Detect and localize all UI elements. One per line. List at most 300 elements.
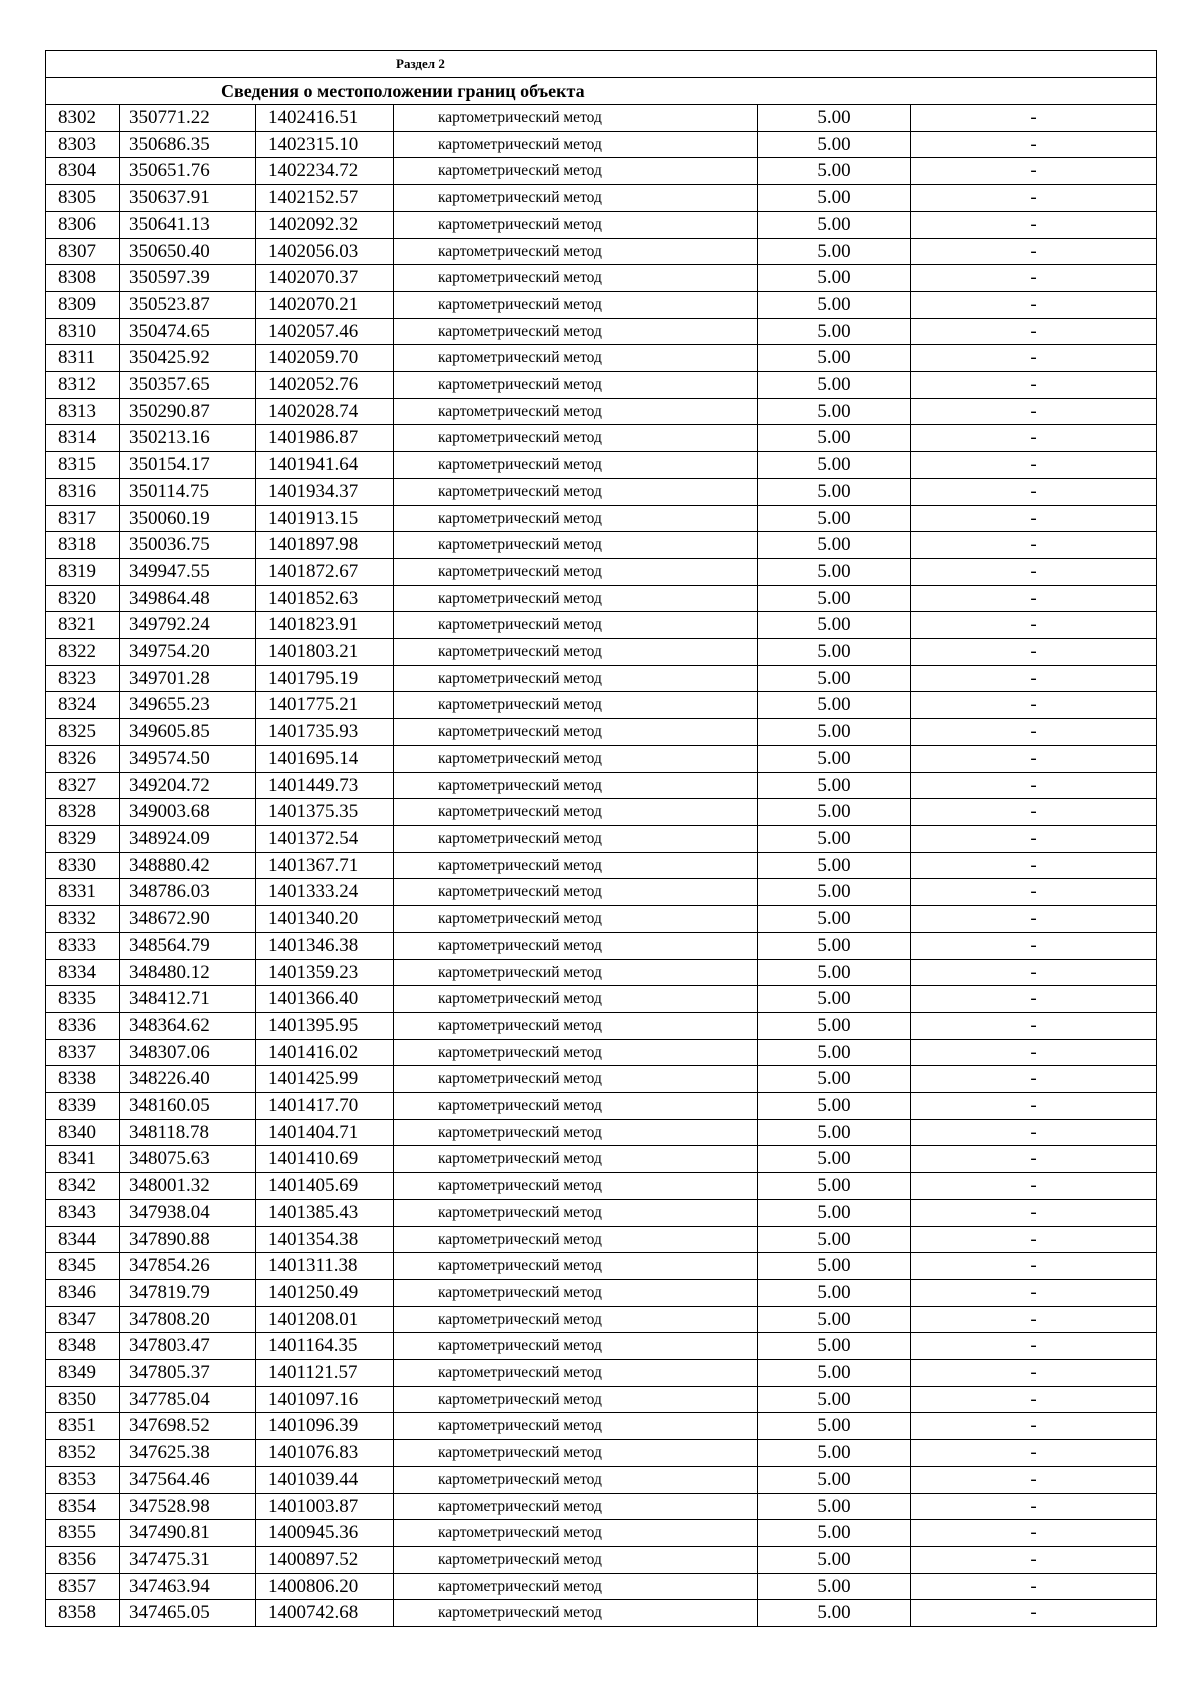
x-coordinate-cell: 350036.75: [120, 532, 256, 559]
point-number-cell: 8325: [46, 719, 120, 746]
note-cell: -: [911, 158, 1157, 185]
table-row: [46, 265, 1157, 292]
method-cell: картометрический метод: [394, 1493, 758, 1520]
table-row: [46, 345, 1157, 372]
point-number-cell: 8315: [46, 452, 120, 479]
method-cell: картометрический метод: [394, 291, 758, 318]
y-coordinate-cell: 1401405.69: [256, 1173, 394, 1200]
accuracy-cell: 5.00: [758, 478, 911, 505]
x-coordinate-cell: 348924.09: [120, 825, 256, 852]
x-coordinate-cell: 347938.04: [120, 1199, 256, 1226]
note-cell: -: [911, 131, 1157, 158]
accuracy-cell: 5.00: [758, 238, 911, 265]
x-coordinate-cell: 349655.23: [120, 692, 256, 719]
x-coordinate-cell: 347490.81: [120, 1520, 256, 1547]
point-number-cell: 8310: [46, 318, 120, 345]
point-number-cell: 8318: [46, 532, 120, 559]
note-cell: -: [911, 558, 1157, 585]
point-number-cell: 8329: [46, 825, 120, 852]
accuracy-cell: 5.00: [758, 1600, 911, 1627]
note-cell: -: [911, 318, 1157, 345]
method-cell: картометрический метод: [394, 585, 758, 612]
method-cell: картометрический метод: [394, 1520, 758, 1547]
table-row: [46, 1039, 1157, 1066]
y-coordinate-cell: 1402057.46: [256, 318, 394, 345]
y-coordinate-cell: 1401852.63: [256, 585, 394, 612]
note-cell: -: [911, 1466, 1157, 1493]
accuracy-cell: 5.00: [758, 639, 911, 666]
method-cell: картометрический метод: [394, 1226, 758, 1253]
accuracy-cell: 5.00: [758, 1360, 911, 1387]
x-coordinate-cell: 350425.92: [120, 345, 256, 372]
x-coordinate-cell: 349864.48: [120, 585, 256, 612]
accuracy-cell: 5.00: [758, 665, 911, 692]
note-cell: -: [911, 1066, 1157, 1093]
note-cell: -: [911, 372, 1157, 399]
table-row: [46, 1466, 1157, 1493]
y-coordinate-cell: 1401404.71: [256, 1119, 394, 1146]
y-coordinate-cell: 1401775.21: [256, 692, 394, 719]
x-coordinate-cell: 347463.94: [120, 1573, 256, 1600]
x-coordinate-cell: 347890.88: [120, 1226, 256, 1253]
table-row: [46, 1333, 1157, 1360]
note-cell: -: [911, 238, 1157, 265]
x-coordinate-cell: 347803.47: [120, 1333, 256, 1360]
point-number-cell: 8322: [46, 639, 120, 666]
note-cell: -: [911, 799, 1157, 826]
table-row: [46, 1146, 1157, 1173]
point-number-cell: 8337: [46, 1039, 120, 1066]
table-row: [46, 1253, 1157, 1280]
note-cell: -: [911, 478, 1157, 505]
method-cell: картометрический метод: [394, 665, 758, 692]
accuracy-cell: 5.00: [758, 1279, 911, 1306]
note-cell: -: [911, 692, 1157, 719]
point-number-cell: 8335: [46, 986, 120, 1013]
accuracy-cell: 5.00: [758, 505, 911, 532]
x-coordinate-cell: 350686.35: [120, 131, 256, 158]
point-number-cell: 8351: [46, 1413, 120, 1440]
y-coordinate-cell: 1401425.99: [256, 1066, 394, 1093]
point-number-cell: 8349: [46, 1360, 120, 1387]
x-coordinate-cell: 348564.79: [120, 932, 256, 959]
point-number-cell: 8330: [46, 852, 120, 879]
note-cell: -: [911, 1386, 1157, 1413]
point-number-cell: 8355: [46, 1520, 120, 1547]
note-cell: -: [911, 1012, 1157, 1039]
y-coordinate-cell: 1401417.70: [256, 1093, 394, 1120]
table-row: [46, 1226, 1157, 1253]
y-coordinate-cell: 1402070.21: [256, 291, 394, 318]
x-coordinate-cell: 348075.63: [120, 1146, 256, 1173]
accuracy-cell: 5.00: [758, 532, 911, 559]
x-coordinate-cell: 349574.50: [120, 745, 256, 772]
method-cell: картометрический метод: [394, 639, 758, 666]
method-cell: картометрический метод: [394, 1333, 758, 1360]
table-row: [46, 1493, 1157, 1520]
point-number-cell: 8320: [46, 585, 120, 612]
y-coordinate-cell: 1402152.57: [256, 185, 394, 212]
accuracy-cell: 5.00: [758, 1573, 911, 1600]
y-coordinate-cell: 1401346.38: [256, 932, 394, 959]
x-coordinate-cell: 350290.87: [120, 398, 256, 425]
point-number-cell: 8327: [46, 772, 120, 799]
accuracy-cell: 5.00: [758, 425, 911, 452]
note-cell: -: [911, 505, 1157, 532]
point-number-cell: 8344: [46, 1226, 120, 1253]
point-number-cell: 8343: [46, 1199, 120, 1226]
y-coordinate-cell: 1402059.70: [256, 345, 394, 372]
method-cell: картометрический метод: [394, 612, 758, 639]
method-cell: картометрический метод: [394, 318, 758, 345]
point-number-cell: 8341: [46, 1146, 120, 1173]
table-row: [46, 799, 1157, 826]
table-row: [46, 211, 1157, 238]
accuracy-cell: 5.00: [758, 825, 911, 852]
note-cell: -: [911, 185, 1157, 212]
table-row: [46, 185, 1157, 212]
table-title: Сведения о местоположении границ объекта: [46, 78, 1157, 105]
x-coordinate-cell: 349947.55: [120, 558, 256, 585]
table-row: [46, 1279, 1157, 1306]
x-coordinate-cell: 347854.26: [120, 1253, 256, 1280]
accuracy-cell: 5.00: [758, 879, 911, 906]
method-cell: картометрический метод: [394, 532, 758, 559]
point-number-cell: 8331: [46, 879, 120, 906]
y-coordinate-cell: 1402315.10: [256, 131, 394, 158]
y-coordinate-cell: 1401385.43: [256, 1199, 394, 1226]
table-row: [46, 1306, 1157, 1333]
method-cell: картометрический метод: [394, 265, 758, 292]
table-row: [46, 131, 1157, 158]
table-row: [46, 665, 1157, 692]
method-cell: картометрический метод: [394, 906, 758, 933]
x-coordinate-cell: 347785.04: [120, 1386, 256, 1413]
method-cell: картометрический метод: [394, 1066, 758, 1093]
point-number-cell: 8323: [46, 665, 120, 692]
x-coordinate-cell: 350637.91: [120, 185, 256, 212]
x-coordinate-cell: 348412.71: [120, 986, 256, 1013]
y-coordinate-cell: 1401250.49: [256, 1279, 394, 1306]
y-coordinate-cell: 1401097.16: [256, 1386, 394, 1413]
note-cell: -: [911, 612, 1157, 639]
y-coordinate-cell: 1401416.02: [256, 1039, 394, 1066]
table-row: [46, 932, 1157, 959]
accuracy-cell: 5.00: [758, 1386, 911, 1413]
note-cell: -: [911, 906, 1157, 933]
accuracy-cell: 5.00: [758, 1039, 911, 1066]
method-cell: картометрический метод: [394, 238, 758, 265]
accuracy-cell: 5.00: [758, 1440, 911, 1467]
x-coordinate-cell: 348880.42: [120, 852, 256, 879]
point-number-cell: 8326: [46, 745, 120, 772]
note-cell: -: [911, 1039, 1157, 1066]
y-coordinate-cell: 1401208.01: [256, 1306, 394, 1333]
method-cell: картометрический метод: [394, 372, 758, 399]
method-cell: картометрический метод: [394, 1146, 758, 1173]
x-coordinate-cell: 348001.32: [120, 1173, 256, 1200]
note-cell: -: [911, 879, 1157, 906]
method-cell: картометрический метод: [394, 1413, 758, 1440]
point-number-cell: 8342: [46, 1173, 120, 1200]
table-row: [46, 425, 1157, 452]
accuracy-cell: 5.00: [758, 986, 911, 1013]
y-coordinate-cell: 1401164.35: [256, 1333, 394, 1360]
table-row: [46, 452, 1157, 479]
x-coordinate-cell: 348480.12: [120, 959, 256, 986]
x-coordinate-cell: 348786.03: [120, 879, 256, 906]
note-cell: -: [911, 1333, 1157, 1360]
point-number-cell: 8352: [46, 1440, 120, 1467]
title-row: [46, 78, 1157, 105]
table-row: [46, 1440, 1157, 1467]
note-cell: -: [911, 1279, 1157, 1306]
accuracy-cell: 5.00: [758, 318, 911, 345]
table-row: [46, 1093, 1157, 1120]
table-row: [46, 639, 1157, 666]
accuracy-cell: 5.00: [758, 1333, 911, 1360]
point-number-cell: 8312: [46, 372, 120, 399]
note-cell: -: [911, 772, 1157, 799]
note-cell: -: [911, 452, 1157, 479]
table-row: [46, 291, 1157, 318]
table-row: [46, 959, 1157, 986]
x-coordinate-cell: 350357.65: [120, 372, 256, 399]
y-coordinate-cell: 1401695.14: [256, 745, 394, 772]
table-row: [46, 558, 1157, 585]
table-row: [46, 238, 1157, 265]
y-coordinate-cell: 1401897.98: [256, 532, 394, 559]
method-cell: картометрический метод: [394, 1012, 758, 1039]
accuracy-cell: 5.00: [758, 185, 911, 212]
accuracy-cell: 5.00: [758, 105, 911, 132]
x-coordinate-cell: 347564.46: [120, 1466, 256, 1493]
point-number-cell: 8305: [46, 185, 120, 212]
accuracy-cell: 5.00: [758, 932, 911, 959]
method-cell: картометрический метод: [394, 1386, 758, 1413]
y-coordinate-cell: 1401039.44: [256, 1466, 394, 1493]
method-cell: картометрический метод: [394, 825, 758, 852]
table-row: [46, 318, 1157, 345]
x-coordinate-cell: 349792.24: [120, 612, 256, 639]
table-row: [46, 585, 1157, 612]
table-row: [46, 1573, 1157, 1600]
x-coordinate-cell: 348118.78: [120, 1119, 256, 1146]
table-row: [46, 825, 1157, 852]
accuracy-cell: 5.00: [758, 398, 911, 425]
method-cell: картометрический метод: [394, 692, 758, 719]
y-coordinate-cell: 1401121.57: [256, 1360, 394, 1387]
table-row: [46, 1173, 1157, 1200]
method-cell: картометрический метод: [394, 158, 758, 185]
point-number-cell: 8313: [46, 398, 120, 425]
x-coordinate-cell: 348672.90: [120, 906, 256, 933]
note-cell: -: [911, 265, 1157, 292]
note-cell: -: [911, 211, 1157, 238]
table-row: [46, 398, 1157, 425]
x-coordinate-cell: 347528.98: [120, 1493, 256, 1520]
table-row: [46, 105, 1157, 132]
table-row: [46, 612, 1157, 639]
y-coordinate-cell: 1402052.76: [256, 372, 394, 399]
point-number-cell: 8311: [46, 345, 120, 372]
accuracy-cell: 5.00: [758, 772, 911, 799]
y-coordinate-cell: 1402056.03: [256, 238, 394, 265]
note-cell: -: [911, 1253, 1157, 1280]
x-coordinate-cell: 350213.16: [120, 425, 256, 452]
table-row: [46, 158, 1157, 185]
y-coordinate-cell: 1401872.67: [256, 558, 394, 585]
accuracy-cell: 5.00: [758, 372, 911, 399]
method-cell: картометрический метод: [394, 852, 758, 879]
method-cell: картометрический метод: [394, 1119, 758, 1146]
point-number-cell: 8308: [46, 265, 120, 292]
accuracy-cell: 5.00: [758, 211, 911, 238]
method-cell: картометрический метод: [394, 1546, 758, 1573]
point-number-cell: 8324: [46, 692, 120, 719]
y-coordinate-cell: 1401803.21: [256, 639, 394, 666]
point-number-cell: 8317: [46, 505, 120, 532]
y-coordinate-cell: 1402416.51: [256, 105, 394, 132]
note-cell: -: [911, 345, 1157, 372]
method-cell: картометрический метод: [394, 879, 758, 906]
note-cell: -: [911, 1199, 1157, 1226]
accuracy-cell: 5.00: [758, 1199, 911, 1226]
note-cell: -: [911, 1600, 1157, 1627]
x-coordinate-cell: 350597.39: [120, 265, 256, 292]
method-cell: картометрический метод: [394, 185, 758, 212]
accuracy-cell: 5.00: [758, 1546, 911, 1573]
x-coordinate-cell: 347475.31: [120, 1546, 256, 1573]
table-row: [46, 372, 1157, 399]
note-cell: -: [911, 745, 1157, 772]
table-row: [46, 879, 1157, 906]
table-row: [46, 1199, 1157, 1226]
note-cell: -: [911, 1520, 1157, 1547]
method-cell: картометрический метод: [394, 1360, 758, 1387]
point-number-cell: 8354: [46, 1493, 120, 1520]
point-number-cell: 8338: [46, 1066, 120, 1093]
y-coordinate-cell: 1402028.74: [256, 398, 394, 425]
x-coordinate-cell: 349204.72: [120, 772, 256, 799]
y-coordinate-cell: 1400897.52: [256, 1546, 394, 1573]
accuracy-cell: 5.00: [758, 745, 911, 772]
point-number-cell: 8302: [46, 105, 120, 132]
y-coordinate-cell: 1401934.37: [256, 478, 394, 505]
note-cell: -: [911, 639, 1157, 666]
note-cell: -: [911, 959, 1157, 986]
y-coordinate-cell: 1401096.39: [256, 1413, 394, 1440]
point-number-cell: 8319: [46, 558, 120, 585]
point-number-cell: 8353: [46, 1466, 120, 1493]
accuracy-cell: 5.00: [758, 1493, 911, 1520]
y-coordinate-cell: 1402070.37: [256, 265, 394, 292]
x-coordinate-cell: 347808.20: [120, 1306, 256, 1333]
table-row: [46, 1600, 1157, 1627]
note-cell: -: [911, 1493, 1157, 1520]
y-coordinate-cell: 1401359.23: [256, 959, 394, 986]
point-number-cell: 8309: [46, 291, 120, 318]
x-coordinate-cell: 350771.22: [120, 105, 256, 132]
point-number-cell: 8306: [46, 211, 120, 238]
method-cell: картометрический метод: [394, 1093, 758, 1120]
x-coordinate-cell: 347819.79: [120, 1279, 256, 1306]
note-cell: -: [911, 1119, 1157, 1146]
x-coordinate-cell: 350474.65: [120, 318, 256, 345]
x-coordinate-cell: 350523.87: [120, 291, 256, 318]
table-row: [46, 505, 1157, 532]
x-coordinate-cell: 350651.76: [120, 158, 256, 185]
y-coordinate-cell: 1401354.38: [256, 1226, 394, 1253]
accuracy-cell: 5.00: [758, 1119, 911, 1146]
accuracy-cell: 5.00: [758, 131, 911, 158]
y-coordinate-cell: 1401366.40: [256, 986, 394, 1013]
x-coordinate-cell: 347625.38: [120, 1440, 256, 1467]
note-cell: -: [911, 532, 1157, 559]
method-cell: картометрический метод: [394, 452, 758, 479]
note-cell: -: [911, 932, 1157, 959]
y-coordinate-cell: 1401735.93: [256, 719, 394, 746]
note-cell: -: [911, 1226, 1157, 1253]
note-cell: -: [911, 1306, 1157, 1333]
accuracy-cell: 5.00: [758, 1173, 911, 1200]
y-coordinate-cell: 1401375.35: [256, 799, 394, 826]
note-cell: -: [911, 425, 1157, 452]
x-coordinate-cell: 347465.05: [120, 1600, 256, 1627]
point-number-cell: 8356: [46, 1546, 120, 1573]
method-cell: картометрический метод: [394, 425, 758, 452]
method-cell: картометрический метод: [394, 1279, 758, 1306]
point-number-cell: 8332: [46, 906, 120, 933]
x-coordinate-cell: 348307.06: [120, 1039, 256, 1066]
y-coordinate-cell: 1400806.20: [256, 1573, 394, 1600]
table-row: [46, 532, 1157, 559]
accuracy-cell: 5.00: [758, 345, 911, 372]
method-cell: картометрический метод: [394, 959, 758, 986]
method-cell: картометрический метод: [394, 1440, 758, 1467]
point-number-cell: 8348: [46, 1333, 120, 1360]
y-coordinate-cell: 1402234.72: [256, 158, 394, 185]
note-cell: -: [911, 665, 1157, 692]
method-cell: картометрический метод: [394, 131, 758, 158]
y-coordinate-cell: 1400945.36: [256, 1520, 394, 1547]
accuracy-cell: 5.00: [758, 158, 911, 185]
accuracy-cell: 5.00: [758, 1253, 911, 1280]
x-coordinate-cell: 347805.37: [120, 1360, 256, 1387]
method-cell: картометрический метод: [394, 1199, 758, 1226]
point-number-cell: 8345: [46, 1253, 120, 1280]
accuracy-cell: 5.00: [758, 1466, 911, 1493]
x-coordinate-cell: 349754.20: [120, 639, 256, 666]
y-coordinate-cell: 1401913.15: [256, 505, 394, 532]
accuracy-cell: 5.00: [758, 1066, 911, 1093]
y-coordinate-cell: 1401340.20: [256, 906, 394, 933]
y-coordinate-cell: 1401367.71: [256, 852, 394, 879]
point-number-cell: 8333: [46, 932, 120, 959]
method-cell: картометрический метод: [394, 398, 758, 425]
table-row: [46, 1386, 1157, 1413]
x-coordinate-cell: 350641.13: [120, 211, 256, 238]
note-cell: -: [911, 291, 1157, 318]
table-row: [46, 1119, 1157, 1146]
method-cell: картометрический метод: [394, 1573, 758, 1600]
point-number-cell: 8358: [46, 1600, 120, 1627]
accuracy-cell: 5.00: [758, 585, 911, 612]
method-cell: картометрический метод: [394, 772, 758, 799]
x-coordinate-cell: 348226.40: [120, 1066, 256, 1093]
point-number-cell: 8346: [46, 1279, 120, 1306]
table-row: [46, 852, 1157, 879]
